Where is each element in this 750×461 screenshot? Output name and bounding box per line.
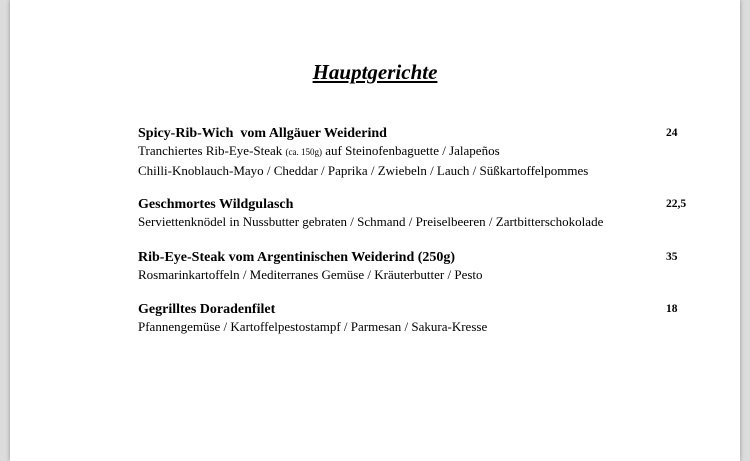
menu-item-name: Spicy-Rib-Wich vom Allgäuer Weiderind [138,126,387,141]
menu-item-description: Rosmarinkartoffeln / Mediterranes Gemüse / Kräuterbutter / Pesto [138,267,483,282]
menu-item-name: Gegrilltes Doradenfilet [138,302,276,317]
menu-item-description: Pfannengemüse / Kartoffelpestostampf / Parmesan / Sakura-Kresse [138,319,488,334]
menu-item-description-text: Tranchiertes Rib-Eye-Steak [138,143,286,158]
menu-item-description [138,142,708,162]
menu-item-description: Chilli-Knoblauch-Mayo / Cheddar / Paprika / Zwiebeln / Lauch / Süßkartoffelpommes [138,162,589,178]
menu-item-name: Rib-Eye-Steak vom Argentinischen Weiderind (250g) [138,250,456,265]
menu-item [138,301,708,336]
menu-item-description: Serviettenknödel in Nussbutter gebraten / Schmand / Preiselbeeren / Zartbitterschokolade [138,214,604,229]
menu-item-price: 18 [666,303,678,315]
menu-item-name: Geschmortes Wildgulasch [138,197,294,212]
menu-item-price: 35 [666,251,678,263]
menu-item [138,125,708,179]
menu-item-price: 24 [666,127,678,139]
menu-section-title: Hauptgerichte [312,60,438,84]
menu-item [138,249,708,284]
menu-page [10,0,740,461]
menu-item-weight-note: (ca. 150g) [285,147,323,157]
menu-item-price: 22,5 [666,198,687,210]
menu-item [138,196,708,231]
menu-item-description-text: auf Steinofenbaguette / Jalapeños [322,143,500,158]
